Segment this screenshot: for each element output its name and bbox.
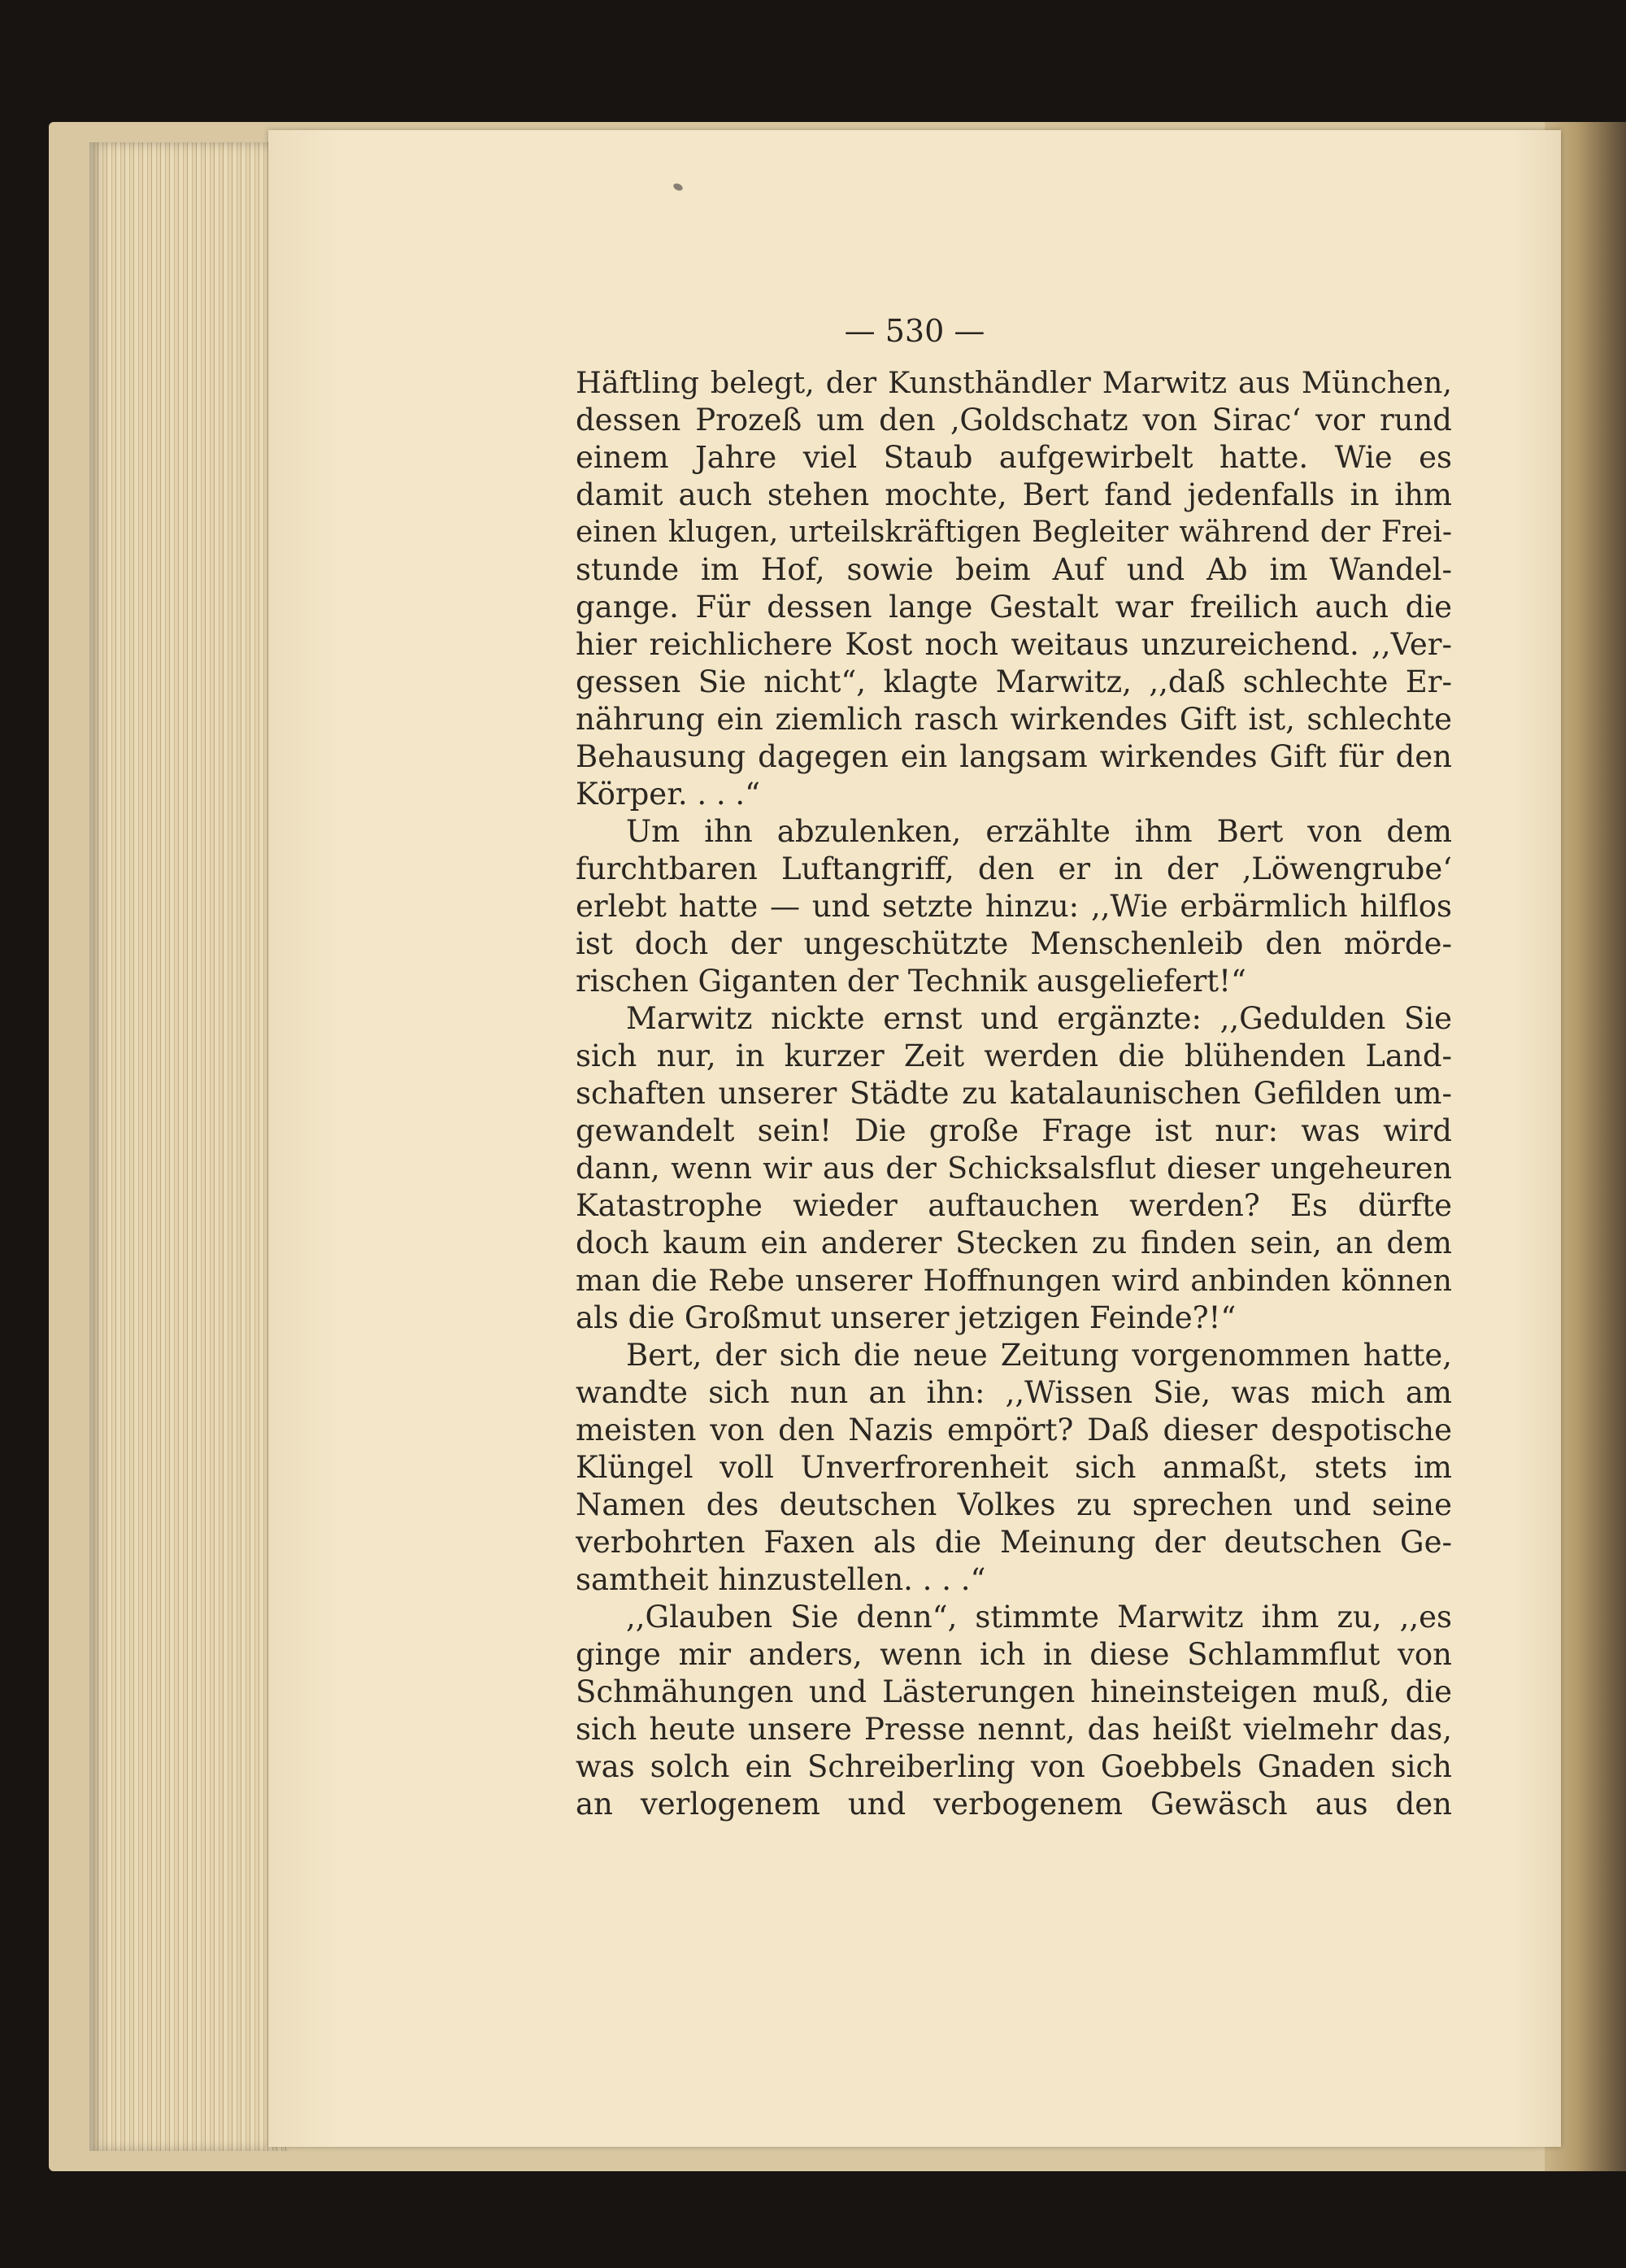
text-line: stunde im Hof, sowie beim Auf und Ab im Wandel- bbox=[576, 552, 1452, 587]
text-line: rischen Giganten der Technik ausgeliefert!“ bbox=[576, 964, 1246, 999]
text-line: sich heute unsere Presse nennt, das heißt vielmehr das, bbox=[576, 1712, 1452, 1747]
paragraph bbox=[576, 813, 1452, 1000]
text-line: dessen Prozeß um den ‚Goldschatz von Sirac‘ vor rund bbox=[576, 403, 1452, 437]
text-line: ist doch der ungeschützte Menschenleib den mörde- bbox=[576, 926, 1452, 961]
book-page bbox=[268, 130, 1561, 2147]
paragraph bbox=[576, 1337, 1452, 1599]
text-line: Klüngel voll Unverfrorenheit sich anmaßt, stets im bbox=[576, 1450, 1452, 1485]
text-line: gewandelt sein! Die große Frage ist nur: was wird bbox=[576, 1113, 1452, 1148]
text-line: Marwitz nickte ernst und ergänzte: ,,Gedulden Sie bbox=[626, 1001, 1452, 1036]
text-line: schaften unserer Städte zu katalaunischen Gefilden um- bbox=[576, 1076, 1452, 1111]
text-line: gange. Für dessen lange Gestalt war freilich auch die bbox=[576, 590, 1452, 625]
text-line: sich nur, in kurzer Zeit werden die blühenden Land- bbox=[576, 1038, 1452, 1073]
text-line: Bert, der sich die neue Zeitung vorgenommen hatte, bbox=[626, 1338, 1452, 1373]
text-line: Katastrophe wieder auftauchen werden? Es dürfte bbox=[576, 1188, 1452, 1223]
text-line: Schmähungen und Lästerungen hineinsteigen muß, die bbox=[576, 1674, 1452, 1709]
paragraph bbox=[576, 1599, 1452, 1823]
text-line: was solch ein Schreiberling von Goebbels Gnaden sich bbox=[576, 1749, 1452, 1784]
paragraph bbox=[576, 1000, 1452, 1337]
text-line: verbohrten Faxen als die Meinung der deutschen Ge- bbox=[576, 1525, 1452, 1560]
text-line: samtheit hinzustellen. . . .“ bbox=[576, 1562, 986, 1597]
text-line: man die Rebe unserer Hoffnungen wird anbinden können bbox=[576, 1263, 1452, 1298]
text-line: wandte sich nun an ihn: ,,Wissen Sie, was mich am bbox=[576, 1375, 1452, 1410]
text-line: furchtbaren Luftangriff, den er in der ‚Löwengrube‘ bbox=[576, 851, 1452, 886]
text-line: Körper. . . .“ bbox=[576, 777, 761, 812]
text-line: Namen des deutschen Volkes zu sprechen und seine bbox=[576, 1487, 1452, 1522]
text-line: gessen Sie nicht“, klagte Marwitz, ,,daß schlechte Er- bbox=[576, 664, 1452, 699]
text-line: Um ihn abzulenken, erzählte ihm Bert von dem bbox=[626, 814, 1452, 849]
text-line: ginge mir anders, wenn ich in diese Schlammflut von bbox=[576, 1637, 1452, 1672]
text-line: meisten von den Nazis empört? Daß dieser despotische bbox=[576, 1413, 1452, 1447]
text-line: einen klugen, urteilskräftigen Begleiter während der Frei- bbox=[576, 516, 1452, 549]
body-text bbox=[576, 364, 1452, 1823]
text-line: an verlogenem und verbogenem Gewäsch aus den bbox=[576, 1787, 1452, 1822]
paragraph bbox=[576, 364, 1452, 813]
text-line: hier reichlichere Kost noch weitaus unzureichend. ,,Ver- bbox=[576, 627, 1452, 662]
text-line: einem Jahre viel Staub aufgewirbelt hatte. Wie es bbox=[576, 440, 1452, 475]
text-line: doch kaum ein anderer Stecken zu finden sein, an dem bbox=[576, 1225, 1452, 1260]
text-line: nährung ein ziemlich rasch wirkendes Gift ist, schlechte bbox=[576, 702, 1452, 737]
text-line: damit auch stehen mochte, Bert fand jedenfalls in ihm bbox=[576, 477, 1452, 512]
text-line: Behausung dagegen ein langsam wirkendes Gift für den bbox=[576, 739, 1452, 774]
text-line: erlebt hatte — und setzte hinzu: ,,Wie erbärmlich hilflos bbox=[576, 889, 1452, 924]
text-line: als die Großmut unserer jetzigen Feinde?!“ bbox=[576, 1300, 1237, 1335]
text-line: ,,Glauben Sie denn“, stimmte Marwitz ihm zu, ,,es bbox=[626, 1600, 1452, 1635]
page-edges bbox=[89, 142, 289, 2151]
text-line: dann, wenn wir aus der Schicksalsflut dieser ungeheuren bbox=[576, 1151, 1452, 1186]
page-number: — 530 — bbox=[844, 313, 985, 349]
text-line: Häftling belegt, der Kunsthändler Marwitz aus München, bbox=[576, 365, 1452, 400]
margin-speck bbox=[672, 182, 684, 192]
